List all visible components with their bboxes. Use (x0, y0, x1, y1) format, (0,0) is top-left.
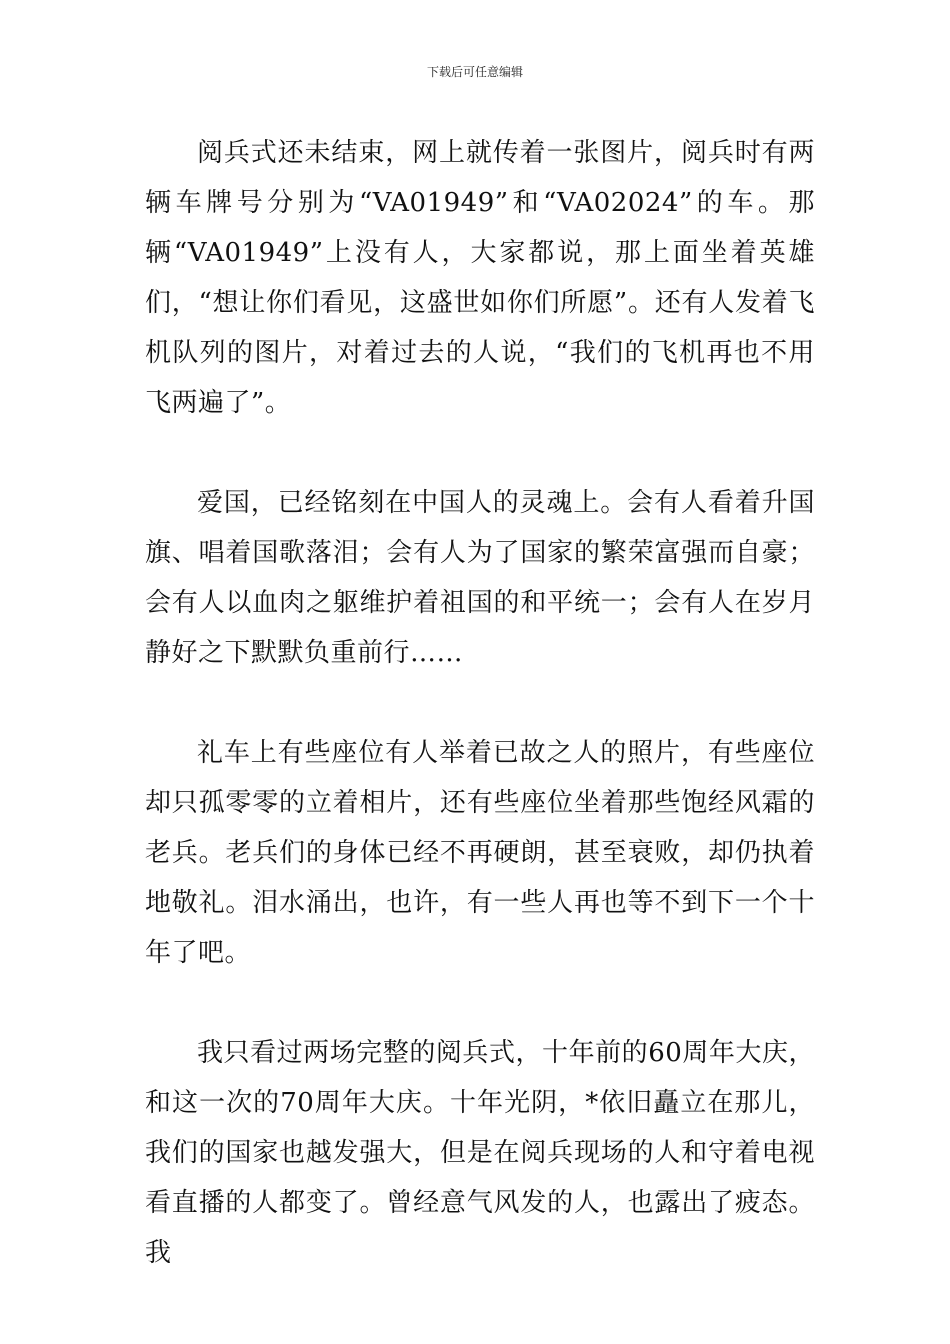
paragraph-3: 礼车上有些座位有人举着已故之人的照片，有些座位却只孤零零的立着相片，还有些座位坐着那些饱经风霜的老兵。老兵们的身体已经不再硬朗，甚至衰败，却仍执着地敬礼。泪水涌出，也许，有一些人再也等不到下一个十年了吧。 (145, 738, 815, 968)
page-header: 下载后可任意编辑 (426, 65, 523, 79)
paragraph-1: 阅兵式还未结束，网上就传着一张图片，阅兵时有两辆车牌号分别为“VA01949”和“VA02024”的车。那辆“VA01949”上没有人，大家都说，那上面坐着英雄们，“想让你们看见，这盛世如你们所愿”。还有人发着飞机队列的图片，对着过去的人说，“我们的飞机再也不用飞两遍了”。 (145, 138, 815, 418)
document-body (145, 128, 815, 1328)
paragraph-2: 爱国，已经铭刻在中国人的灵魂上。会有人看着升国旗、唱着国歌落泪；会有人为了国家的繁荣富强而自豪；会有人以血肉之躯维护着祖国的和平统一；会有人在岁月静好之下默默负重前行…… (145, 488, 815, 668)
paragraph-4: 我只看过两场完整的阅兵式，十年前的60周年大庆，和这一次的70周年大庆。十年光阴，*依旧矗立在那儿，我们的国家也越发强大，但是在阅兵现场的人和守着电视看直播的人都变了。曾经意气风发的人，也露出了疲态。我 (145, 1038, 815, 1268)
